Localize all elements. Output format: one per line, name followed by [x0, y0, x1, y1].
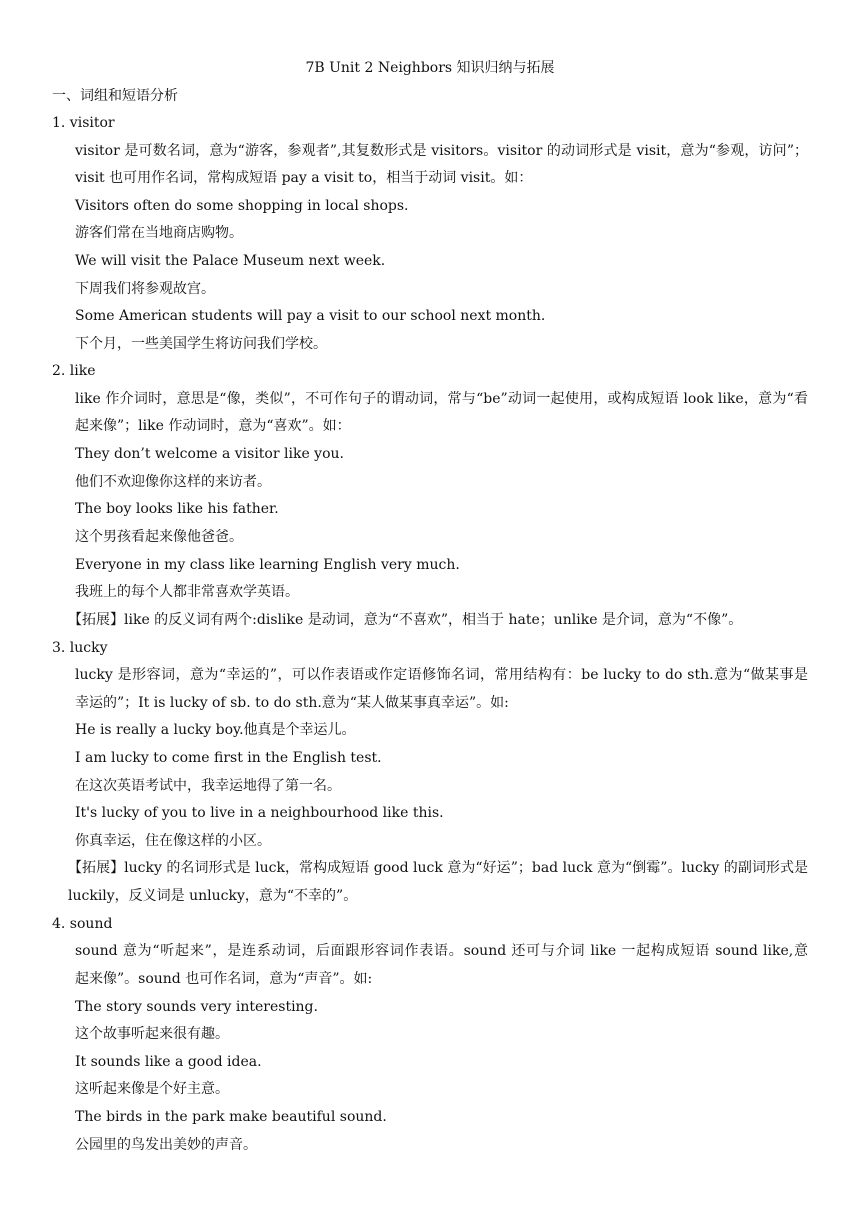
example-translation: 这个故事听起来很有趣。 [75, 1026, 229, 1042]
paragraph-line: 起来像”。sound 也可作名词，意为“声音”。如: [75, 971, 373, 987]
example-translation: 这听起来像是个好主意。 [75, 1081, 229, 1097]
example-translation: 他们不欢迎像你这样的来访者。 [75, 474, 271, 490]
item-heading-lucky: 3. lucky [52, 640, 108, 656]
example-sentence: Everyone in my class like learning English very much. [75, 557, 460, 573]
document-title: 7B Unit 2 Neighbors 知识归纳与拓展 [305, 60, 555, 76]
paragraph-line: 起来像”；like 作动词时，意为“喜欢”。如： [75, 418, 351, 434]
example-translation: 游客们常在当地商店购物。 [75, 225, 243, 241]
paragraph-line: 幸运的”；It is lucky of sb. to do sth.意为“某人做某事真幸运”。如: [75, 695, 509, 711]
example-translation: 公园里的鸟发出美妙的声音。 [75, 1137, 257, 1153]
example-sentence: Some American students will pay a visit to our school next month. [75, 308, 546, 324]
example-sentence: They don’t welcome a visitor like you. [75, 446, 344, 462]
example-sentence: It sounds like a good idea. [75, 1054, 262, 1070]
paragraph-line: sound 意为“听起来”，是连系动词，后面跟形容词作表语。sound 还可与介词 like 一起构成短语 sound like,意 [75, 943, 808, 959]
example-sentence: The story sounds very interesting. [75, 999, 318, 1015]
example-translation: 这个男孩看起来像他爸爸。 [75, 529, 243, 545]
extension-note: 【拓展】like 的反义词有两个:dislike 是动词，意为“不喜欢”，相当于 hate；unlike 是介词，意为“不像”。 [68, 612, 743, 628]
example-sentence: We will visit the Palace Museum next week. [75, 253, 386, 269]
example-sentence: The boy looks like his father. [75, 501, 279, 517]
paragraph-line: visit 也可用作名词，常构成短语 pay a visit to，相当于动词 visit。如： [75, 170, 533, 186]
paragraph-line: visitor 是可数名词，意为“游客，参观者”,其复数形式是 visitors。visitor 的动词形式是 visit，意为“参观，访问”； [75, 143, 808, 159]
example-sentence: Visitors often do some shopping in local shops. [75, 198, 409, 214]
example-translation: 你真幸运，住在像这样的小区。 [75, 833, 271, 849]
example-translation: 下周我们将参观故宫。 [75, 281, 215, 297]
example-sentence: It's lucky of you to live in a neighbourhood like this. [75, 805, 444, 821]
extension-note: luckily，反义词是 unlucky，意为“不幸的”。 [68, 888, 358, 904]
paragraph-line: like 作介词时，意思是“像，类似”，不可作句子的谓动词，常与“be”动词一起使用，或构成短语 look like，意为“看 [75, 391, 808, 407]
section-heading: 一、词组和短语分析 [52, 88, 178, 104]
item-heading-visitor: 1. visitor [52, 115, 115, 131]
example-sentence: He is really a lucky boy.他真是个幸运儿。 [75, 722, 356, 738]
example-translation: 下个月，一些美国学生将访问我们学校。 [75, 336, 327, 352]
extension-note: 【拓展】lucky 的名词形式是 luck，常构成短语 good luck 意为“好运”；bad luck 意为“倒霉”。lucky 的副词形式是 [68, 860, 808, 876]
example-sentence: I am lucky to come first in the English test. [75, 750, 382, 766]
paragraph-line: lucky 是形容词，意为“幸运的”，可以作表语或作定语修饰名词，常用结构有：be lucky to do sth.意为“做某事是 [75, 667, 808, 683]
item-heading-like: 2. like [52, 363, 96, 379]
example-sentence: The birds in the park make beautiful sound. [75, 1109, 387, 1125]
item-heading-sound: 4. sound [52, 916, 113, 932]
example-translation: 在这次英语考试中，我幸运地得了第一名。 [75, 778, 341, 794]
example-translation: 我班上的每个人都非常喜欢学英语。 [75, 584, 299, 600]
